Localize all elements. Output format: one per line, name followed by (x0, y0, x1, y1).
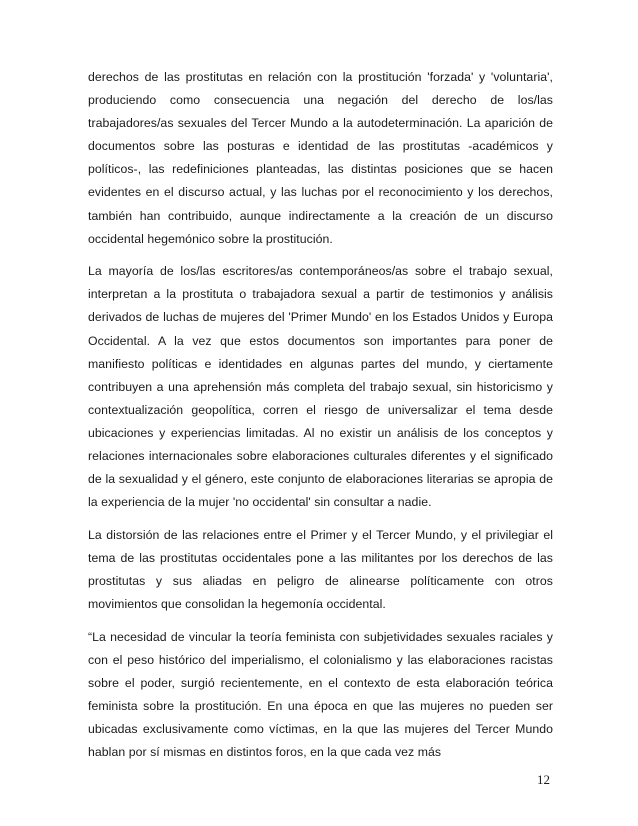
page-body (88, 66, 553, 774)
paragraph-2: La mayoría de los/las escritores/as contemporáneos/as sobre el trabajo sexual, interpretan a la prostituta o trabajadora sexual a partir de testimonios y análisis derivados de luchas de mujeres del 'Primer Mundo' en los Estados Unidos y Europa Occidental. A la vez que estos documentos son importantes para poner de manifiesto políticas e identidades en algunas partes del mundo, y ciertamente contribuyen a una aprehensión más completa del trabajo sexual, sin historicismo y contextualización geopolítica, corren el riesgo de universalizar el tema desde ubicaciones y experiencias limitadas. Al no existir un análisis de los conceptos y relaciones internacionales sobre elaboraciones culturales diferentes y el significado de la sexualidad y el género, este conjunto de elaboraciones literarias se apropia de la experiencia de la mujer 'no occidental' sin consultar a nadie. (88, 264, 553, 510)
paragraph-1: derechos de las prostitutas en relación con la prostitución 'forzada' y 'voluntaria', produciendo como consecuencia una negación del derecho de los/las trabajadores/as sexuales del Tercer Mundo a la autodeterminación. La aparición de documentos sobre las posturas e identidad de las prostitutas -académicos y políticos-, las redefiniciones planteadas, las distintas posiciones que se hacen evidentes en el discurso actual, y las luchas por el reconocimiento y los derechos, también han contribuido, aunque indirectamente a la creación de un discurso occidental hegemónico sobre la prostitución. (88, 70, 553, 246)
paragraph-4: “La necesidad de vincular la teoría feminista con subjetividades sexuales raciales y con el peso histórico del imperialismo, el colonialismo y las elaboraciones racistas sobre el poder, surgió recientemente, en el contexto de esta elaboración teórica feminista sobre la prostitución. En una época en que las mujeres no pueden ser ubicadas exclusivamente como víctimas, en la que las mujeres del Tercer Mundo hablan por sí mismas en distintos foros, en la que cada vez más (88, 629, 553, 760)
page-number: 12 (537, 772, 550, 787)
paragraph-3: La distorsión de las relaciones entre el Primer y el Tercer Mundo, y el privilegiar el tema de las prostitutas occidentales pone a las militantes por los derechos de las prostitutas y sus aliadas en peligro de alinearse políticamente con otros movimientos que consolidan la hegemonía occidental. (88, 527, 553, 612)
